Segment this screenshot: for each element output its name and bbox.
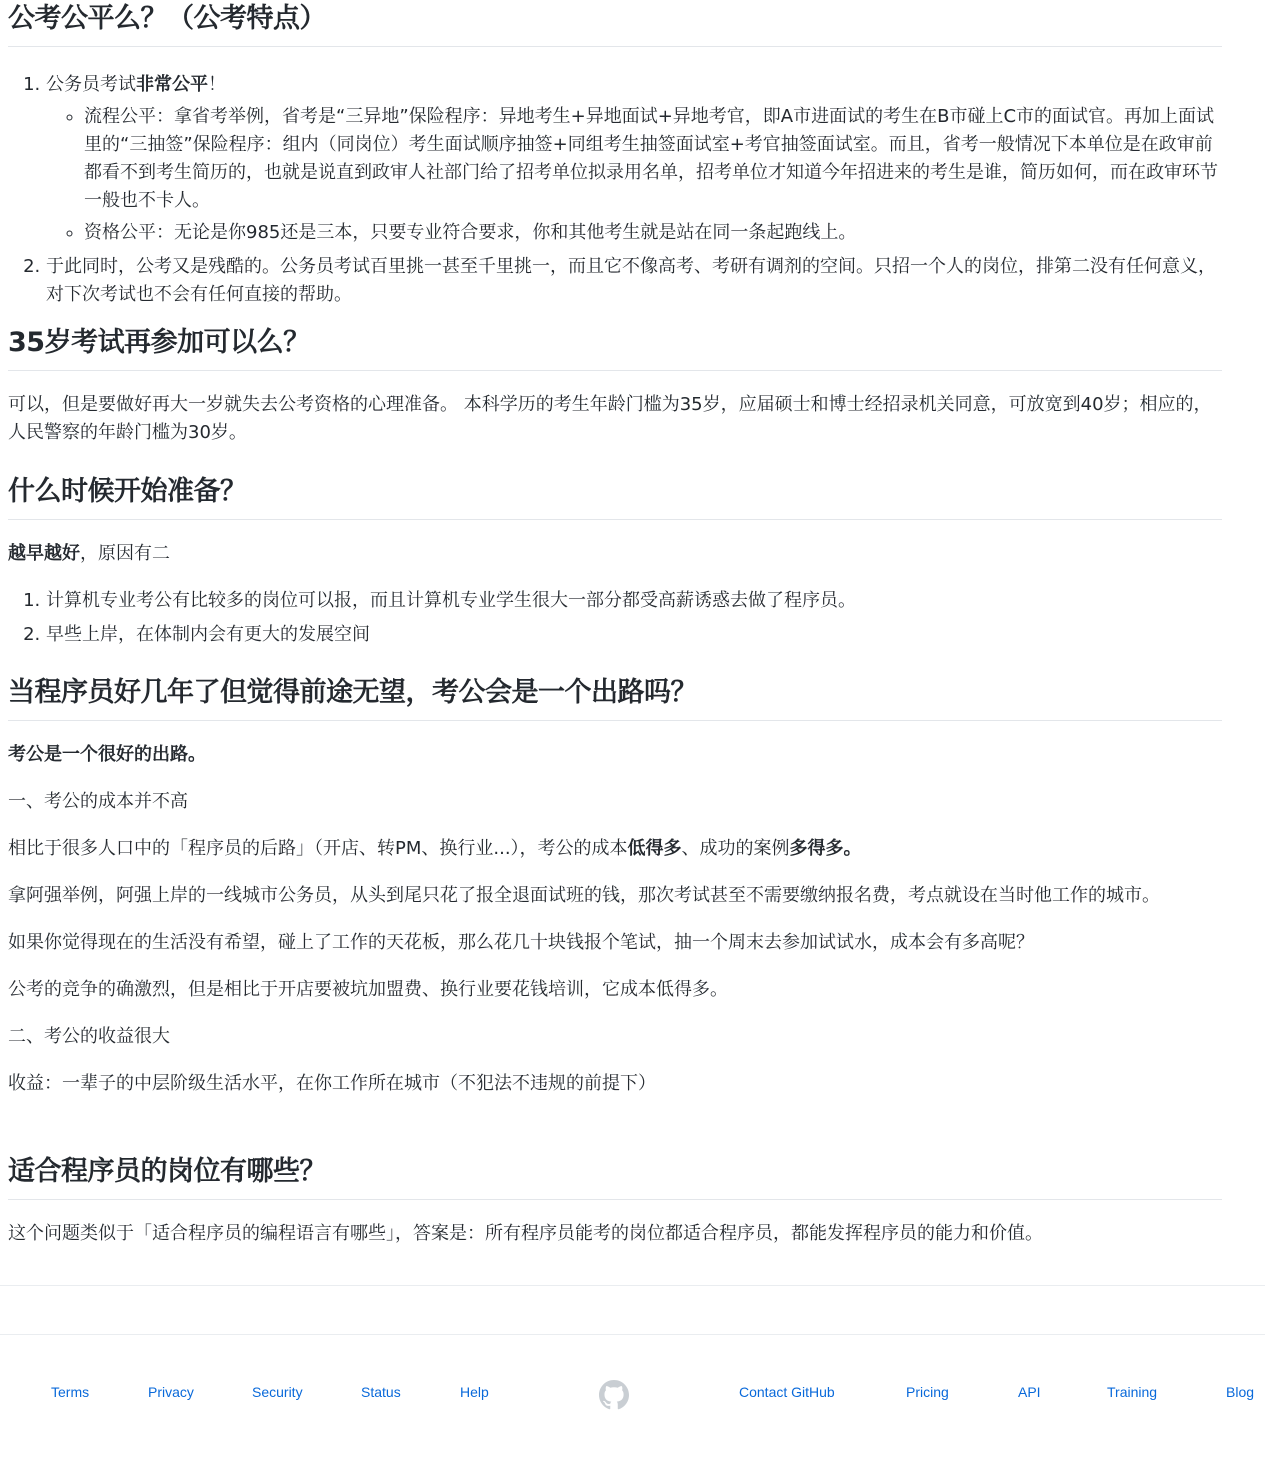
paragraph: 相比于很多人口中的「程序员的后路」（开店、转PM、换行业...），考公的成本低得多、成功的案例多得多。 bbox=[8, 838, 862, 859]
list-item: 1. 计算机专业考公有比较多的岗位可以报，而且计算机专业学生很大一部分都受高薪诱惑去做了程序员。 bbox=[46, 587, 1222, 615]
list-item: 2. 于此同时，公考又是残酷的。公务员考试百里挑一甚至千里挑一，而且它不像高考、考研有调剂的空间。只招一个人的岗位，排第二没有任何意义，对下次考试也不会有任何直接的帮助。 bbox=[46, 253, 1222, 309]
paragraph: 一、考公的成本并不高 bbox=[8, 791, 188, 812]
list-item: ◦ 流程公平：拿省考举例，省考是“三异地”保险程序：异地考生+异地面试+异地考官，即A市进面试的考生在B市碰上C市的面试官。再加上面试里的“三抽签”保险程序：组内（同岗位）考生面试顺序抽签+同组考生抽签面试室+考官抽签面试室。而且，省考一般情况下本单位是在政审前都看不到考生简历的，也就是说直到政审人社部门给了招考单位拟录用名单，招考单位才知道今年招进来的考生是谁，简历如何，而在政审环节一般也不卡人。 bbox=[84, 103, 1222, 215]
paragraph: 如果你觉得现在的生活没有希望，碰上了工作的天花板，那么花几十块钱报个笔试，抽一个周末去参加试试水，成本会有多高呢？ bbox=[8, 932, 1034, 953]
fairness-sublist bbox=[46, 103, 1222, 247]
footer-link-contact[interactable]: Contact GitHub bbox=[739, 1384, 835, 1400]
paragraph: 可以，但是要做好再大一岁就失去公考资格的心理准备。 本科学历的考生年龄门槛为35岁，应届硕士和博士经招录机关同意，可放宽到40岁；相应的，人民警察的年龄门槛为30岁。 bbox=[8, 394, 1212, 443]
section-when bbox=[8, 473, 1222, 649]
section-age bbox=[8, 324, 1222, 447]
footer-link-api[interactable]: API bbox=[1018, 1384, 1041, 1400]
footer-link-status[interactable]: Status bbox=[361, 1384, 401, 1400]
footer-link-training[interactable]: Training bbox=[1107, 1384, 1158, 1400]
heading-career: 当程序员好几年了但觉得前途无望，考公会是一个出路吗？ bbox=[8, 674, 1222, 721]
github-mark-icon[interactable] bbox=[599, 1380, 629, 1410]
site-footer bbox=[0, 1380, 1265, 1414]
footer-link-security[interactable]: Security bbox=[252, 1384, 303, 1400]
paragraph: 公考的竞争的确激烈，但是相比于开店要被坑加盟费、换行业要花钱培训，它成本低得多。 bbox=[8, 979, 728, 1000]
heading-fairness: 公考公平么？（公考特点） bbox=[8, 0, 1222, 47]
paragraph: 二、考公的收益很大 bbox=[8, 1026, 170, 1047]
list-item: ◦ 资格公平：无论是你985还是三本，只要专业符合要求，你和其他考生就是站在同一条起跑线上。 bbox=[84, 219, 1222, 247]
heading-when: 什么时候开始准备？ bbox=[8, 473, 1222, 520]
paragraph: 越早越好，原因有二 bbox=[8, 543, 170, 564]
heading-age: 35岁考试再参加可以么？ bbox=[8, 324, 1222, 371]
paragraph: 收益：一辈子的中层阶级生活水平，在你工作所在城市（不犯法不违规的前提下） bbox=[8, 1073, 656, 1094]
paragraph: 这个问题类似于「适合程序员的编程语言有哪些」，答案是：所有程序员能考的岗位都适合程序员，都能发挥程序员的能力和价值。 bbox=[8, 1223, 1043, 1244]
fairness-list bbox=[8, 71, 1222, 309]
paragraph: 拿阿强举例，阿强上岸的一线城市公务员，从头到尾只花了报全退面试班的钱，那次考试甚至不需要缴纳报名费，考点就设在当时他工作的城市。 bbox=[8, 885, 1160, 906]
paragraph: 考公是一个很好的出路。 bbox=[8, 744, 206, 765]
when-list bbox=[8, 587, 1222, 649]
section-career bbox=[8, 674, 1222, 1098]
divider bbox=[0, 1285, 1265, 1286]
footer-link-blog[interactable]: Blog bbox=[1226, 1384, 1255, 1400]
footer-link-privacy[interactable]: Privacy bbox=[148, 1384, 194, 1400]
list-item: 2. 早些上岸，在体制内会有更大的发展空间 bbox=[46, 621, 1222, 649]
footer-divider bbox=[0, 1334, 1265, 1335]
footer-link-terms[interactable]: Terms bbox=[51, 1384, 90, 1400]
heading-positions: 适合程序员的岗位有哪些？ bbox=[8, 1153, 1222, 1200]
section-fairness bbox=[8, 0, 1222, 309]
footer-link-pricing[interactable]: Pricing bbox=[906, 1384, 949, 1400]
list-item: 1. 公务员考试非常公平！ ◦ 流程公平：拿省考举例，省考是“三异地”保险程序：异地考生+异地面试+异地考官，即A市进面试的考生在B市碰上C市的面试官。再加上面试里的“三抽签”保险程序：组内（同岗位）考生面试顺序抽签+同组考生抽签面试室+考官抽签面试室。而且，省考一般情况下本单位是在政审前都看不到考生简历的，也就是说直到政审人社部门给了招考单位拟录用名单，招考单位才知道今年招进来的考生是谁，简历如何，而在政审环节一般也不卡人。 ◦ 资格公平：无论是你985还是三本，只要专业符合要求，你和其他考生就是站在同一条起跑线上。 bbox=[46, 71, 1222, 247]
section-positions bbox=[8, 1153, 1222, 1248]
footer-link-help[interactable]: Help bbox=[460, 1384, 489, 1400]
